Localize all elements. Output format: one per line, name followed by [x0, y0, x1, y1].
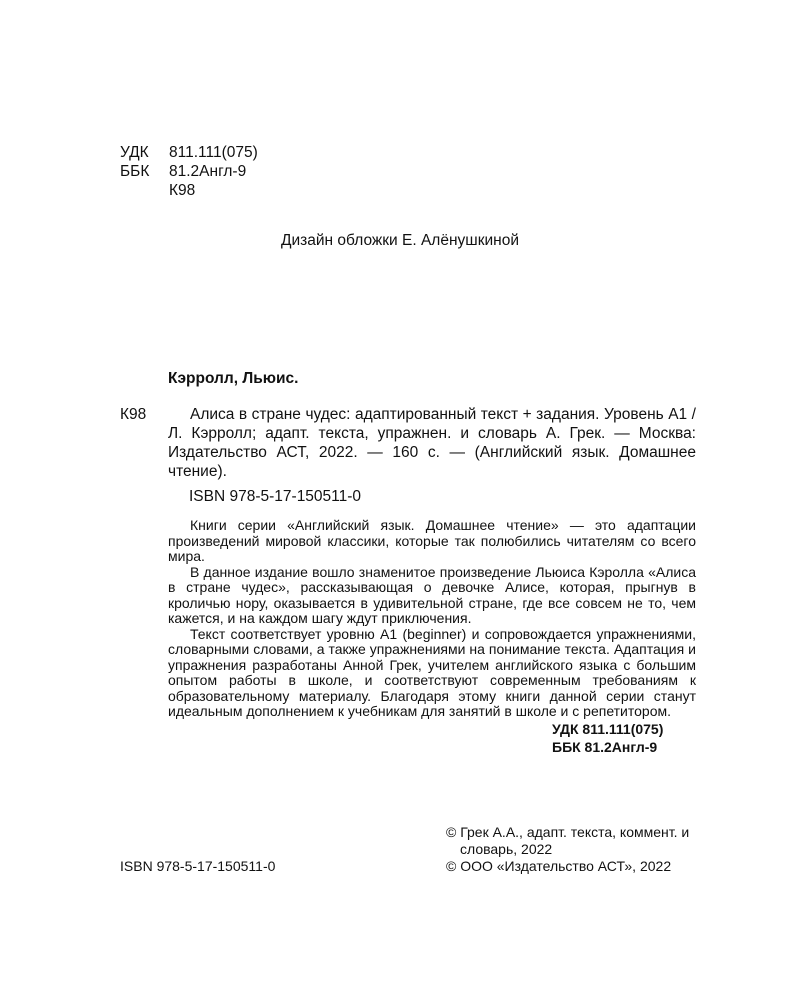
udk-value: 811.111(075) — [169, 144, 258, 161]
bibliographic-text: Алиса в стране чудес: адаптированный текст + задания. Уровень А1 / Л. Кэрролл; адапт. текста, упражнен. и словарь А. Грек. — Москва: Издательство АСТ, 2022. — 160 с. — (Английский язык. Домашнее чтение). — [168, 406, 696, 480]
bbk-label: ББК — [120, 163, 150, 180]
bbk-value: 81.2Англ-9 — [169, 163, 247, 180]
copyright-publisher: © ООО «Издательство АСТ», 2022 — [446, 858, 672, 874]
copyright-block — [446, 824, 700, 875]
isbn-footer: ISBN 978-5-17-150511-0 — [120, 858, 276, 874]
author-mark-row — [120, 181, 258, 200]
udk-label: УДК — [120, 144, 149, 161]
classification-footer — [552, 720, 663, 756]
bibliographic-description — [168, 405, 696, 481]
cover-design-credit: Дизайн обложки Е. Алёнушкиной — [281, 232, 519, 249]
abstract-paragraph: Текст соответствует уровню А1 (beginner) и сопровождается упражнениями, словарными словами, а также упражнениями на понимание текста. Адаптация и упражнения разработаны Анной Грек, учителем английского языка с большим опытом работы в школе, и соответствуют современным требованиям к образовательному материалу. Благодаря этому книги данной серии станут идеальным дополнением к учебникам для занятий в школе и с репетитором. — [168, 625, 696, 719]
classification-block — [120, 143, 258, 200]
udk-footer: УДК 811.111(075) — [552, 721, 664, 737]
abstract-paragraph: Книги серии «Английский язык. Домашнее чтение» — это адаптации произведений мировой классики, которые так полюбились читателям со всего мира. — [168, 517, 696, 564]
isbn-main: ISBN 978-5-17-150511-0 — [189, 488, 362, 505]
udk-row — [120, 143, 258, 162]
author-mark: К98 — [169, 182, 196, 199]
author-heading: Кэрролл, Льюис. — [168, 370, 299, 387]
entry-code: К98 — [120, 406, 147, 423]
bbk-footer: ББК 81.2Англ-9 — [552, 739, 658, 755]
abstract-paragraph: В данное издание вошло знаменитое произведение Льюиса Кэролла «Алиса в стране чудес», рассказывающая о девочке Алисе, которая, прыгнув в кроличью нору, оказывается в удивительной стране, где все совсем не то, чем кажется, и на каждом шагу ждут приключения. — [168, 563, 696, 626]
copyright-author: © Грек А.А., адапт. текста, коммент. и словарь, 2022 — [446, 824, 690, 857]
bbk-row — [120, 162, 258, 181]
abstract — [168, 518, 696, 720]
